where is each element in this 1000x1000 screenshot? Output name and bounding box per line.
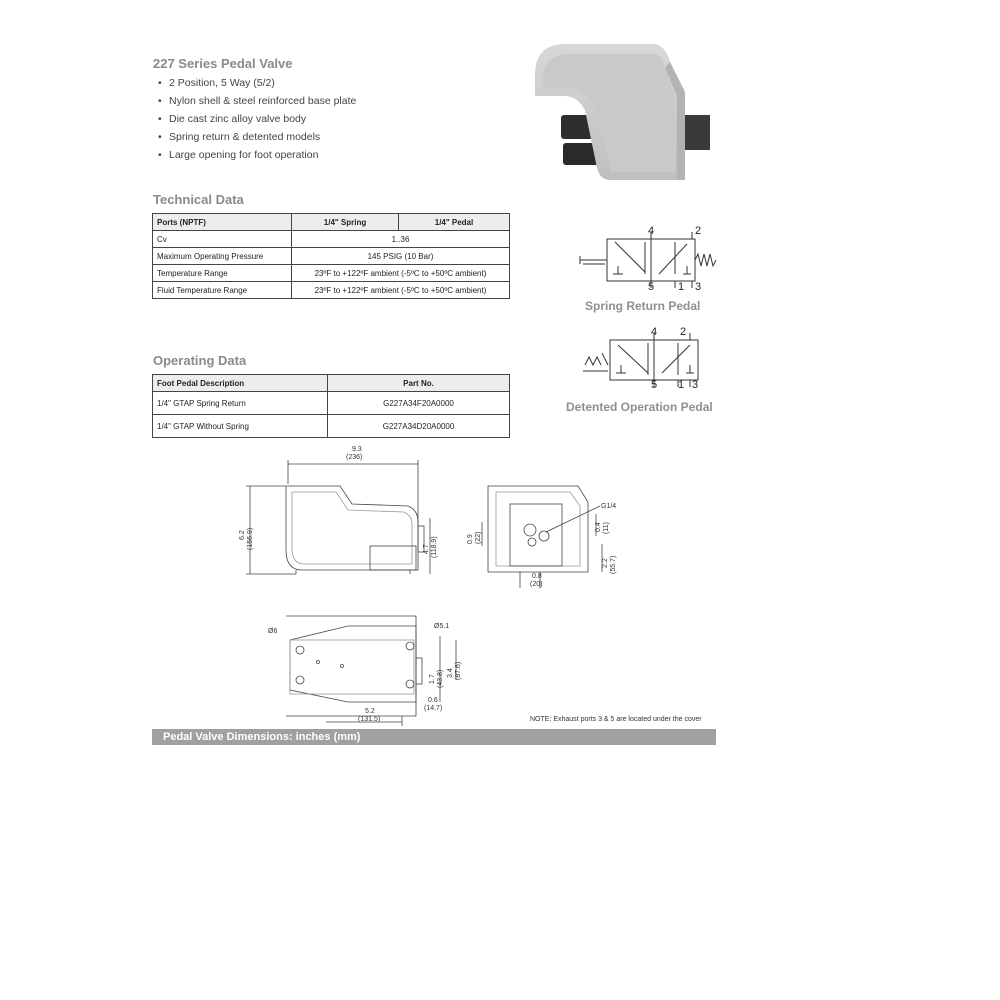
spring-return-label: Spring Return Pedal [585, 299, 701, 313]
table-header-cell: Ports (NPTF) [153, 214, 292, 231]
table-header-row [153, 214, 510, 231]
table-cell: 23ºF to +122ºF ambient (-5ºC to +50ºC ambient) [292, 265, 510, 282]
dim-label: G1/4 [601, 503, 617, 510]
port-label: 1 [678, 379, 685, 390]
feature-item: • Nylon shell & steel reinforced base plate [158, 92, 356, 110]
table-header-cell: Part No. [328, 375, 510, 392]
port-label: 5 [651, 379, 658, 390]
dim-label: 0.8 [532, 573, 542, 580]
dim-label: Ø6 [268, 628, 278, 635]
dim-label: 0.6 [428, 697, 438, 704]
table-header-row [153, 375, 510, 392]
technical-data-table [152, 213, 510, 299]
port-label: 2 [695, 225, 702, 237]
table-cell: G227A34F20A0000 [328, 392, 510, 415]
table-cell: Cv [153, 231, 292, 248]
operating-data-table [152, 374, 510, 438]
table-header-cell: 1/4" Pedal [399, 214, 510, 231]
dim-label: (20) [530, 581, 543, 588]
table-row [153, 415, 510, 438]
dim-label: 5.2 [365, 708, 375, 715]
table-cell: G227A34D20A0000 [328, 415, 510, 438]
port-label: 5 [648, 281, 655, 292]
feature-item: • Die cast zinc alloy valve body [158, 110, 356, 128]
dim-label: 3.4 [447, 668, 454, 678]
port-label: 4 [648, 225, 655, 237]
port-label: 3 [695, 281, 702, 292]
dim-label: (236) [346, 454, 363, 461]
dim-label: (14.7) [424, 705, 443, 712]
feature-item: • Spring return & detented models [158, 128, 356, 146]
table-row [153, 231, 510, 248]
dim-label: (43.8) [437, 669, 444, 688]
product-title: 227 Series Pedal Valve [153, 56, 293, 71]
dim-label: (55.7) [610, 555, 617, 574]
port-label: 1 [678, 281, 685, 292]
detented-schematic [580, 325, 710, 390]
dim-label: (87.6) [455, 661, 462, 680]
table-cell: Maximum Operating Pressure [153, 248, 292, 265]
dim-label: Ø5.1 [434, 623, 450, 630]
feature-list [158, 74, 356, 164]
dim-label: 0.9 [467, 534, 474, 544]
technical-data-heading: Technical Data [153, 192, 244, 207]
table-cell: Temperature Range [153, 265, 292, 282]
operating-data-heading: Operating Data [153, 353, 247, 368]
dimension-drawings [230, 440, 650, 730]
dim-label: 6.2 [239, 530, 246, 540]
port-label: 3 [692, 379, 699, 390]
spring-return-schematic [575, 222, 725, 292]
feature-item: • 2 Position, 5 Way (5/2) [158, 74, 356, 92]
dimensions-caption: Pedal Valve Dimensions: inches (mm) [152, 729, 716, 745]
dim-label: 9.3 [352, 446, 362, 453]
port-label: 4 [651, 326, 658, 338]
dim-label: (22) [475, 531, 482, 544]
port-label: 2 [680, 326, 687, 338]
dim-label: (118.9) [431, 536, 438, 558]
dim-label: (11) [603, 522, 610, 534]
dim-label: (131.5) [358, 716, 381, 723]
table-header-cell: Foot Pedal Description [153, 375, 328, 392]
table-header-cell: 1/4" Spring [292, 214, 399, 231]
table-row [153, 392, 510, 415]
pedal-valve-product-image [525, 40, 725, 190]
dim-label: 1.7 [429, 674, 436, 684]
table-cell: Fluid Temperature Range [153, 282, 292, 299]
dim-label: 0.4 [595, 522, 602, 532]
table-row [153, 248, 510, 265]
dim-label: 2.2 [602, 558, 609, 568]
table-cell: 23ºF to +122ºF ambient (-5ºC to +50ºC ambient) [292, 282, 510, 299]
table-cell: 1/4" GTAP Spring Return [153, 392, 328, 415]
detented-label: Detented Operation Pedal [566, 400, 713, 414]
table-cell: 1/4" GTAP Without Spring [153, 415, 328, 438]
table-row [153, 265, 510, 282]
feature-item: • Large opening for foot operation [158, 146, 356, 164]
table-row [153, 282, 510, 299]
table-cell: 145 PSIG (10 Bar) [292, 248, 510, 265]
table-cell: 1..36 [292, 231, 510, 248]
dim-label: 4.7 [423, 544, 430, 554]
exhaust-note: NOTE: Exhaust ports 3 & 5 are located under the cover [530, 716, 702, 723]
dim-label: (156.9) [247, 527, 254, 550]
